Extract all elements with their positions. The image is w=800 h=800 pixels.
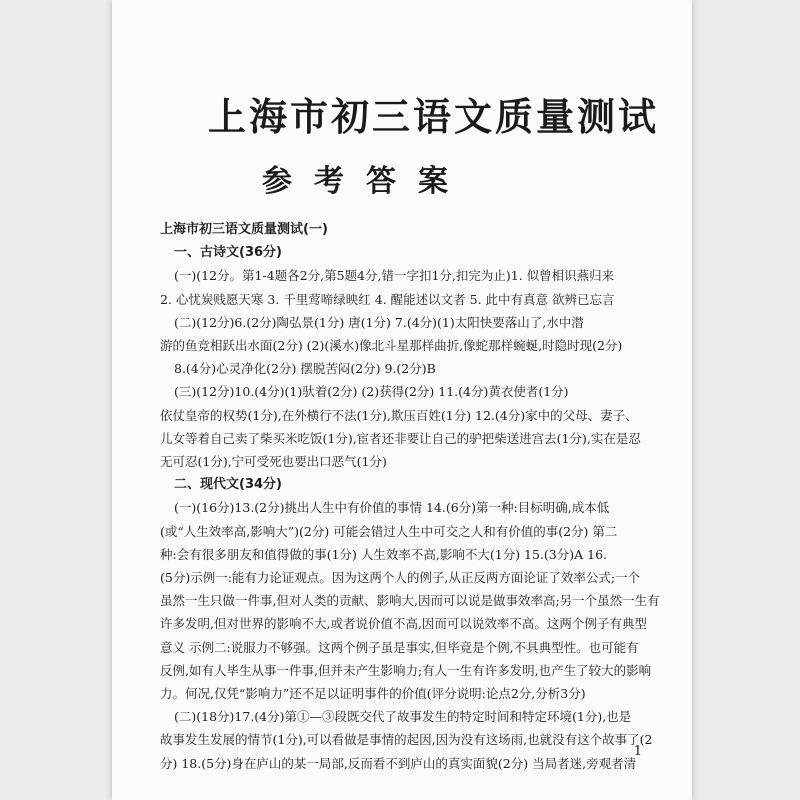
- text-line: 依仗皇帝的权势(1分),在外横行不法(1分),欺压百姓(1分) 12.(4分)家中的父母、妻子、: [160, 407, 638, 423]
- text-line: 无可忍(1分),宁可受死也要出口恶气(1分): [160, 454, 387, 470]
- text-line: 儿女等着自己卖了柴买米吃饭(1分),宦者还非要让自己的驴把柴送进宫去(1分),实在是忍: [160, 430, 641, 446]
- text-line: 故事发生发展的情节(1分),可以看做是事情的起因,因为没有这场雨,也就没有这个故事了(2: [160, 732, 653, 748]
- page-number: 1: [633, 744, 642, 759]
- text-line: 种:会有很多朋友和值得做的事(1分) 人生效率不高,影响不大(1分) 15.(3分)A 16.: [160, 546, 608, 562]
- document-subtitle: 参考答案: [262, 164, 470, 199]
- text-line: (一)(12分。第1-4题各2分,第5题4分,错一字扣1分,扣完为止)1. 似曾相识燕归来: [174, 268, 615, 284]
- text-line: 二、现代文(34分): [174, 477, 282, 493]
- section-title: 上海市初三语文质量测试(一): [160, 222, 328, 237]
- text-line: 游的鱼竞相跃出水面(2分) (2)(溪水)像北斗星那样曲折,像蛇那样蜿蜒,时隐时现(2分): [160, 338, 623, 354]
- text-line: 力。何况,仅凭“影响力”还不足以证明事件的价值(评分说明:论点2分,分析3分): [160, 686, 586, 702]
- text-line: 许多发明,但对世界的影响不大,或者说价值不高,因而可以说效率不高。这两个例子有典型: [160, 616, 647, 632]
- text-line: (5分)示例一:能有力论证观点。因为这两个人的例子,从正反两方面论证了效率公式;一个: [160, 570, 641, 586]
- text-line: 2. 心忧炭贱愿天寒 3. 千里莺啼绿映红 4. 醒能述以文者 5. 此中有真意 欲辨已忘言: [160, 291, 615, 307]
- text-line: (一)(16分)13.(2分)挑出人生中有价值的事情 14.(6分)第一种:目标明确,成本低: [174, 500, 610, 516]
- text-line: 意义 示例二:说服力不够强。这两个例子虽是事实,但毕竟是个例,不具典型性。也可能有: [160, 639, 639, 655]
- text-line: 反例,如有人毕生从事一件事,但并未产生影响力;有人一生有许多发明,也产生了较大的影响: [160, 662, 652, 678]
- document-title: 上海市初三语文质量测试: [208, 95, 660, 139]
- text-line: (三)(12分)10.(4分)(1)驮着(2分) (2)获得(2分) 11.(4分)黄衣使者(1分): [174, 384, 569, 400]
- text-line: 8.(4分)心灵净化(2分) 摆脱苦闷(2分) 9.(2分)B: [174, 361, 436, 377]
- text-line: (二)(12分)6.(2分)陶弘景(1分) 唐(1分) 7.(4分)(1)太阳快要落山了,水中潜: [174, 314, 584, 330]
- text-line: 一、古诗文(36分): [174, 245, 282, 261]
- text-line: 分) 18.(5分)身在庐山的某一局部,反而看不到庐山的真实面貌(2分) 当局者迷,旁观者清: [160, 755, 637, 771]
- text-line: 虽然一生只做一件事,但对人类的贡献、影响大,因而可以说是做事效率高;另一个虽然一生有: [160, 593, 660, 609]
- answer-content: [160, 218, 665, 775]
- text-line: (二)(18分)17.(4分)第①—③段既交代了故事发生的特定时间和特定环境(1分),也是: [174, 709, 632, 725]
- text-line: (或“人生效率高,影响大”)(2分) 可能会错过人生中可交之人和有价值的事(2分) 第二: [160, 523, 618, 539]
